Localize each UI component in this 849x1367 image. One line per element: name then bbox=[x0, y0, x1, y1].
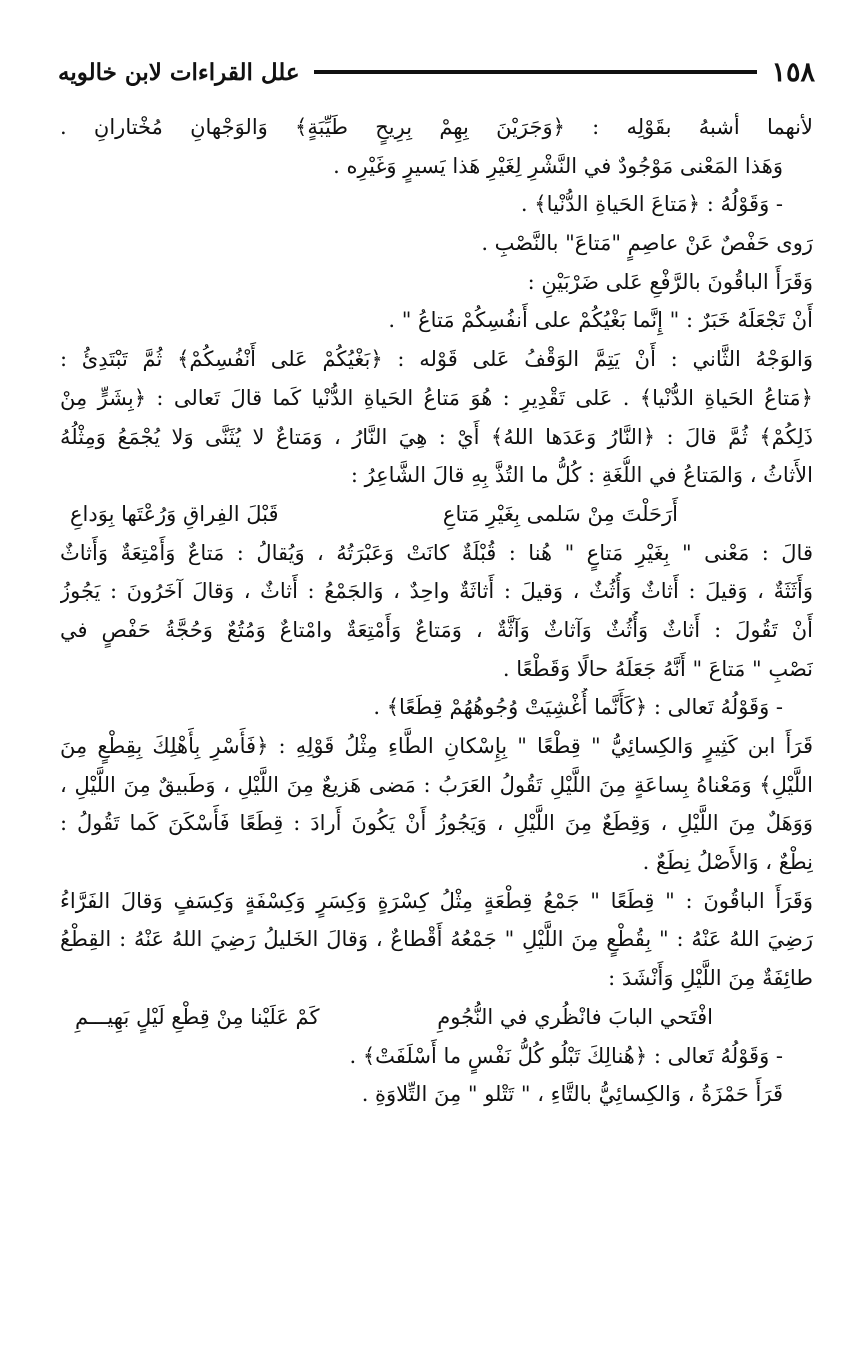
text-line: أَنْ تَجْعَلَهُ خَبَرٌ : " إِنَّما بَغْيُكُمْ على أَنفُسِكُمْ مَتاعُ " . bbox=[388, 308, 813, 333]
book-title: علل القراءات لابن خالويه bbox=[58, 58, 300, 86]
text-line: ذَلِكُمْ﴾ ثُمَّ قالَ : ﴿النَّارُ وَعَدَها اللهُ﴾ أَيْ : هِيَ النَّارُ ، وَمَتاعٌ لا يُثَنَّى وَلا يُجْمَعُ وَمِثْلُهُ bbox=[60, 424, 813, 449]
text-line: وَالوَجْهُ الثَّاني : أَنْ يَتِمَّ الوَقْفُ عَلى قَوْله : ﴿بَغْيُكُمْ عَلى أَنْفُسِكُمْ﴾ ثُمَّ تَبْتَدِئُ : bbox=[60, 347, 813, 372]
header-rule bbox=[314, 70, 758, 74]
text-line: اللَّيْلِ﴾ وَمَعْناهُ بِساعَةٍ مِنَ اللَّيْلِ تَقُولُ العَرَبُ : مَضى هَزيعٌ مِنَ اللَّيْلِ ، وَطَبيقٌ مِنَ اللَّيْلِ ، bbox=[60, 772, 813, 797]
text-line: ﴿مَتاعُ الحَياةِ الدُّنْيا﴾ . عَلى تَقْدِيرِ : هُوَ مَتاعُ الحَياةِ الدُّنْيا كَما قالَ تَعالى : ﴿بِشَرٍّ مِنْ bbox=[60, 385, 813, 410]
text-line: الأَثاثُ ، وَالمَتاعُ في اللُّغَةِ : كُلُّ ما التُذَّ بِهِ قالَ الشَّاعِرُ : bbox=[350, 463, 813, 488]
text-line: طائِفَةٌ مِنَ اللَّيْلِ وَأَنْشَدَ : bbox=[608, 966, 813, 991]
text-line: رَوى حَفْصٌ عَنْ عاصِمٍ "مَتاعَ" بالنَّصْبِ . bbox=[481, 231, 813, 256]
text-line: - وَقَوْلُهُ تَعالى : ﴿كَأَنَّما أُغْشِيَتْ وُجُوهُهُمْ قِطَعًا﴾ . bbox=[373, 695, 783, 720]
poetry-verse bbox=[60, 495, 813, 534]
text-line: وَهَذا المَعْنى مَوْجُودٌ في النَّشْرِ لِغَيْرِ هَذا يَسيرٍ وَغَيْرِه . bbox=[333, 153, 783, 178]
verse-first-hemistich: أَرَحَلْتَ مِنْ سَلمى بِغَيْرِ مَتاعِ bbox=[442, 501, 678, 526]
text-line: قَرَأَ حَمْزَةُ ، وَالكِسائِيُّ بالتَّاءِ ، " تَتْلو " مِنَ التِّلاوَةِ . bbox=[361, 1082, 783, 1107]
text-line: وَقَرَأَ الباقُونَ : " قِطَعًا " جَمْعُ قِطْعَةٍ مِثْلُ كِسْرَةٍ وَكِسَرٍ وَكِسْفَةٍ وَكِسَفٍ وَقالَ الفَرَّاءُ bbox=[60, 888, 813, 913]
text-line: وَقَرَأَ الباقُونَ بالرَّفْعِ عَلى ضَرْبَيْنِ : bbox=[527, 269, 813, 294]
page-body bbox=[60, 108, 813, 1114]
text-line: رَضِيَ اللهُ عَنْهُ : " بِقُطْعٍ مِنَ اللَّيْلِ " جَمْعُهُ أَقْطاعٌ ، وَقالَ الخَليلُ رَضِيَ اللهُ عَنْهُ : القِطْعُ bbox=[60, 927, 813, 952]
verse-second-hemistich: قَبْلَ الفِراقِ وَرُعْتَها بِوَداعِ bbox=[70, 501, 279, 526]
text-line: نِطْعٌ ، وَالأَصْلُ نِطَعٌ . bbox=[642, 850, 813, 875]
text-line: أَنْ تَقُولَ : أَثاثٌ وَأُثُثٌ وَآثاثٌ وَآثَّةٌ ، وَمَتاعٌ وَأَمْتِعَةٌ وامْتاعٌ وَمُتُعٌ وَحُجَّةُ حَفْصٍ في bbox=[60, 617, 813, 642]
text-line: نَصْبِ " مَتاعَ " أَنَّهُ جَعَلَهُ حالًا وَقَطْعًا . bbox=[502, 656, 813, 681]
verse-first-hemistich: افْتَحي البابَ فانْظُري في النُّجُومِ bbox=[437, 1004, 713, 1029]
text-line: وَوَهَلٌ مِنَ اللَّيْلِ ، وَقِطَعٌ مِنَ اللَّيْلِ ، وَيَجُوزُ أَنْ يَكُونَ أَرادَ : قِطَعًا فَأَسْكَنَ كَما تَقُولُ : bbox=[60, 811, 813, 836]
text-line: وَأَثَثَةٌ ، وَقيلَ : أَثاثٌ وَأُثُثٌ ، وَقيلَ : أَثاثَةٌ واحِدٌ ، وَالجَمْعُ : أَثاثٌ ، وَقالَ آخَرُونَ : يَجُوزُ bbox=[60, 579, 813, 604]
page-header bbox=[58, 52, 815, 92]
text-line: - وَقَوْلُهُ : ﴿مَتاعَ الحَياةِ الدُّنْيا﴾ . bbox=[520, 192, 783, 217]
text-line: لأنهما أشبهُ بقَوْلِه : ﴿وَجَرَيْنَ بِهِمْ بِرِيحٍ طَيِّبَةٍ﴾ وَالوَجْهانِ مُخْتارانِ . bbox=[60, 115, 813, 139]
page-number: ١٥٨ bbox=[771, 56, 815, 88]
verse-second-hemistich: كَمْ عَلَيْنا مِنْ قِطْعِ لَيْلٍ بَهِيـــمِ bbox=[75, 1004, 320, 1029]
text-line: - وَقَوْلُهُ تَعالى : ﴿هُنالِكَ تَبْلُو كُلُّ نَفْسٍ ما أَسْلَفَتْ﴾ . bbox=[349, 1043, 783, 1068]
poetry-verse bbox=[60, 998, 813, 1037]
text-line: قَرَأَ ابن كَثِيرٍ وَالكِسائِيُّ " قِطْعًا " بِإِسْكانِ الطَّاءِ مِثْلُ قَوْلِهِ : ﴿فَأَسْرِ بِأَهْلِكَ بِقِطْعٍ مِنَ bbox=[60, 734, 813, 758]
text-line: قالَ : مَعْنى " بِغَيْرِ مَتاعٍ " هُنا : قُبْلَةٌ كانَتْ وَعَبْرَتُهُ ، وَيُقالُ : مَتاعٌ وَأَمْتِعَةٌ وَأَثاثٌ bbox=[60, 540, 813, 565]
